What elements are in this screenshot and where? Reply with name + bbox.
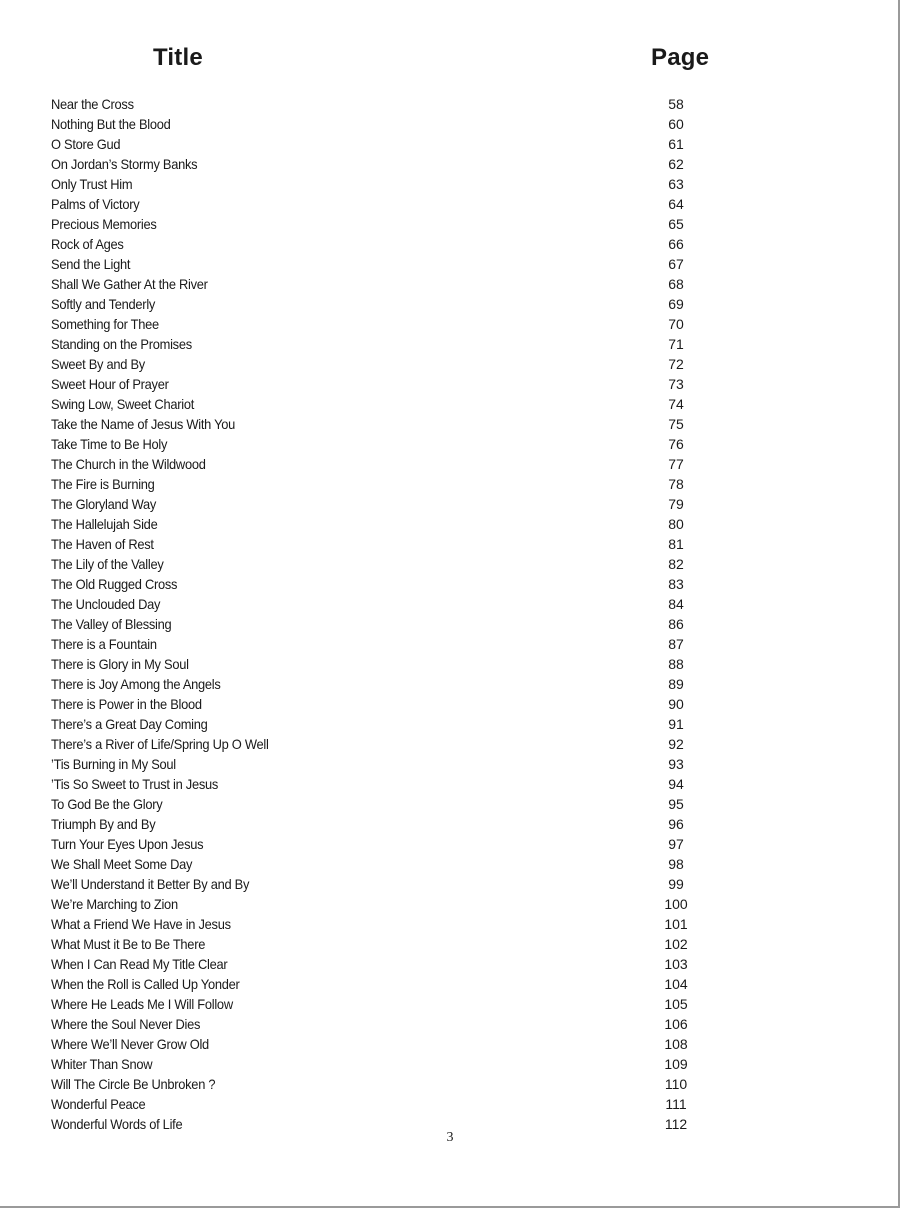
song-page-number: 67	[668, 256, 684, 272]
toc-entry	[0, 934, 900, 954]
toc-entry	[0, 534, 900, 554]
song-page-number: 65	[668, 216, 684, 232]
song-title: We’re Marching to Zion	[51, 896, 178, 912]
toc-entry	[0, 214, 900, 234]
toc-entry	[0, 674, 900, 694]
song-title: ’Tis So Sweet to Trust in Jesus	[51, 776, 219, 792]
song-page-number: 97	[668, 836, 684, 852]
song-title: Sweet Hour of Prayer	[51, 376, 169, 392]
song-title: The Gloryland Way	[51, 496, 157, 512]
toc-entry	[0, 954, 900, 974]
toc-entry	[0, 434, 900, 454]
toc-entry	[0, 594, 900, 614]
song-page-number: 109	[664, 1056, 688, 1072]
song-title: The Fire is Burning	[51, 476, 155, 492]
song-page-number: 66	[668, 236, 684, 252]
song-title: The Unclouded Day	[51, 596, 161, 612]
song-title: Only Trust Him	[51, 176, 133, 192]
song-page-number: 108	[664, 1036, 688, 1052]
song-page-number: 90	[668, 696, 684, 712]
song-page-number: 78	[668, 476, 684, 492]
toc-header	[0, 44, 900, 80]
song-title: Something for Thee	[51, 316, 159, 332]
table-of-contents	[0, 94, 900, 1134]
toc-entry	[0, 254, 900, 274]
song-title: Softly and Tenderly	[51, 296, 156, 312]
song-page-number: 74	[668, 396, 684, 412]
song-page-number: 73	[668, 376, 684, 392]
song-title: Near the Cross	[51, 96, 134, 112]
toc-entry	[0, 894, 900, 914]
toc-entry	[0, 694, 900, 714]
song-page-number: 61	[668, 136, 684, 152]
song-title: Take Time to Be Holy	[51, 436, 168, 452]
song-title: We Shall Meet Some Day	[51, 856, 193, 872]
song-page-number: 99	[668, 876, 684, 892]
song-page-number: 95	[668, 796, 684, 812]
song-page-number: 82	[668, 556, 684, 572]
song-page-number: 104	[664, 976, 688, 992]
title-column-heading: Title	[153, 44, 203, 71]
toc-entry	[0, 994, 900, 1014]
song-title: Take the Name of Jesus With You	[51, 416, 236, 432]
song-page-number: 80	[668, 516, 684, 532]
toc-entry	[0, 194, 900, 214]
song-title: Triumph By and By	[51, 816, 156, 832]
song-title: There is Power in the Blood	[51, 696, 202, 712]
song-title: Wonderful Words of Life	[51, 1116, 183, 1132]
song-page-number: 105	[664, 996, 688, 1012]
toc-entry	[0, 474, 900, 494]
song-page-number: 88	[668, 656, 684, 672]
toc-entry	[0, 234, 900, 254]
song-page-number: 87	[668, 636, 684, 652]
song-title: When I Can Read My Title Clear	[51, 956, 228, 972]
song-page-number: 101	[664, 916, 688, 932]
toc-entry	[0, 494, 900, 514]
song-page-number: 103	[664, 956, 688, 972]
toc-entry	[0, 814, 900, 834]
song-title: Will The Circle Be Unbroken ?	[51, 1076, 216, 1092]
song-page-number: 89	[668, 676, 684, 692]
song-page-number: 112	[664, 1116, 688, 1132]
song-page-number: 92	[668, 736, 684, 752]
song-page-number: 83	[668, 576, 684, 592]
toc-entry	[0, 314, 900, 334]
song-title: Turn Your Eyes Upon Jesus	[51, 836, 204, 852]
page-number: 3	[446, 1130, 454, 1145]
song-title: The Church in the Wildwood	[51, 456, 206, 472]
toc-entry	[0, 414, 900, 434]
song-title: What a Friend We Have in Jesus	[51, 916, 231, 932]
song-page-number: 68	[668, 276, 684, 292]
song-page-number: 111	[665, 1096, 687, 1112]
song-page-number: 71	[668, 336, 684, 352]
toc-entry	[0, 654, 900, 674]
song-title: The Hallelujah Side	[51, 516, 158, 532]
song-title: Rock of Ages	[51, 236, 124, 252]
song-title: To God Be the Glory	[51, 796, 163, 812]
song-page-number: 72	[668, 356, 684, 372]
song-title: Whiter Than Snow	[51, 1056, 153, 1072]
toc-entry	[0, 1014, 900, 1034]
song-title: Where He Leads Me I Will Follow	[51, 996, 233, 1012]
song-title: Precious Memories	[51, 216, 157, 232]
toc-entry	[0, 914, 900, 934]
toc-entry	[0, 1094, 900, 1114]
song-page-number: 94	[668, 776, 684, 792]
toc-entry	[0, 1034, 900, 1054]
song-title: The Old Rugged Cross	[51, 576, 178, 592]
song-title: Where We’ll Never Grow Old	[51, 1036, 209, 1052]
toc-entry	[0, 634, 900, 654]
song-page-number: 110	[664, 1076, 688, 1092]
song-title: The Lily of the Valley	[51, 556, 164, 572]
page-column-heading: Page	[651, 44, 710, 71]
song-title: On Jordan’s Stormy Banks	[51, 156, 198, 172]
toc-entry	[0, 794, 900, 814]
song-title: Send the Light	[51, 256, 131, 272]
song-page-number: 62	[668, 156, 684, 172]
toc-entry	[0, 334, 900, 354]
song-page-number: 81	[668, 536, 684, 552]
song-page-number: 63	[668, 176, 684, 192]
toc-entry	[0, 154, 900, 174]
song-title: There’s a River of Life/Spring Up O Well	[51, 736, 269, 752]
song-page-number: 102	[664, 936, 688, 952]
song-page-number: 64	[668, 196, 684, 212]
song-page-number: 100	[664, 896, 688, 912]
toc-entry	[0, 854, 900, 874]
toc-entry	[0, 834, 900, 854]
toc-entry	[0, 94, 900, 114]
toc-entry	[0, 574, 900, 594]
song-page-number: 84	[668, 596, 684, 612]
song-title: When the Roll is Called Up Yonder	[51, 976, 240, 992]
toc-entry	[0, 374, 900, 394]
song-page-number: 76	[668, 436, 684, 452]
toc-entry	[0, 134, 900, 154]
song-title: Swing Low, Sweet Chariot	[51, 396, 195, 412]
song-title: Standing on the Promises	[51, 336, 192, 352]
song-title: ’Tis Burning in My Soul	[51, 756, 176, 772]
toc-entry	[0, 874, 900, 894]
toc-entry	[0, 974, 900, 994]
song-page-number: 60	[668, 116, 684, 132]
song-page-number: 96	[668, 816, 684, 832]
song-title: There is Glory in My Soul	[51, 656, 189, 672]
song-title: Wonderful Peace	[51, 1096, 146, 1112]
song-page-number: 70	[668, 316, 684, 332]
toc-entry	[0, 754, 900, 774]
toc-entry	[0, 514, 900, 534]
song-page-number: 98	[668, 856, 684, 872]
song-title: There is Joy Among the Angels	[51, 676, 221, 692]
song-page-number: 91	[668, 716, 684, 732]
toc-entry	[0, 114, 900, 134]
song-page-number: 77	[668, 456, 684, 472]
song-title: O Store Gud	[51, 136, 121, 152]
song-page-number: 79	[668, 496, 684, 512]
toc-entry	[0, 354, 900, 374]
song-title: Sweet By and By	[51, 356, 145, 372]
song-title: Nothing But the Blood	[51, 116, 171, 132]
toc-entry	[0, 394, 900, 414]
song-title: Palms of Victory	[51, 196, 140, 212]
toc-entry	[0, 1074, 900, 1094]
toc-entry	[0, 294, 900, 314]
toc-entry	[0, 734, 900, 754]
song-title: There is a Fountain	[51, 636, 157, 652]
song-title: Where the Soul Never Dies	[51, 1016, 201, 1032]
song-page-number: 93	[668, 756, 684, 772]
toc-entry	[0, 274, 900, 294]
toc-entry	[0, 454, 900, 474]
song-title: We’ll Understand it Better By and By	[51, 876, 250, 892]
toc-entry	[0, 554, 900, 574]
song-title: There’s a Great Day Coming	[51, 716, 208, 732]
toc-entry	[0, 774, 900, 794]
song-title: The Valley of Blessing	[51, 616, 172, 632]
toc-entry	[0, 714, 900, 734]
song-page-number: 58	[668, 96, 684, 112]
song-title: Shall We Gather At the River	[51, 276, 208, 292]
song-title: The Haven of Rest	[51, 536, 154, 552]
song-page-number: 86	[668, 616, 684, 632]
toc-entry	[0, 174, 900, 194]
song-page-number: 75	[668, 416, 684, 432]
song-page-number: 69	[668, 296, 684, 312]
toc-entry	[0, 614, 900, 634]
toc-entry	[0, 1054, 900, 1074]
song-page-number: 106	[664, 1016, 688, 1032]
song-title: What Must it Be to Be There	[51, 936, 206, 952]
